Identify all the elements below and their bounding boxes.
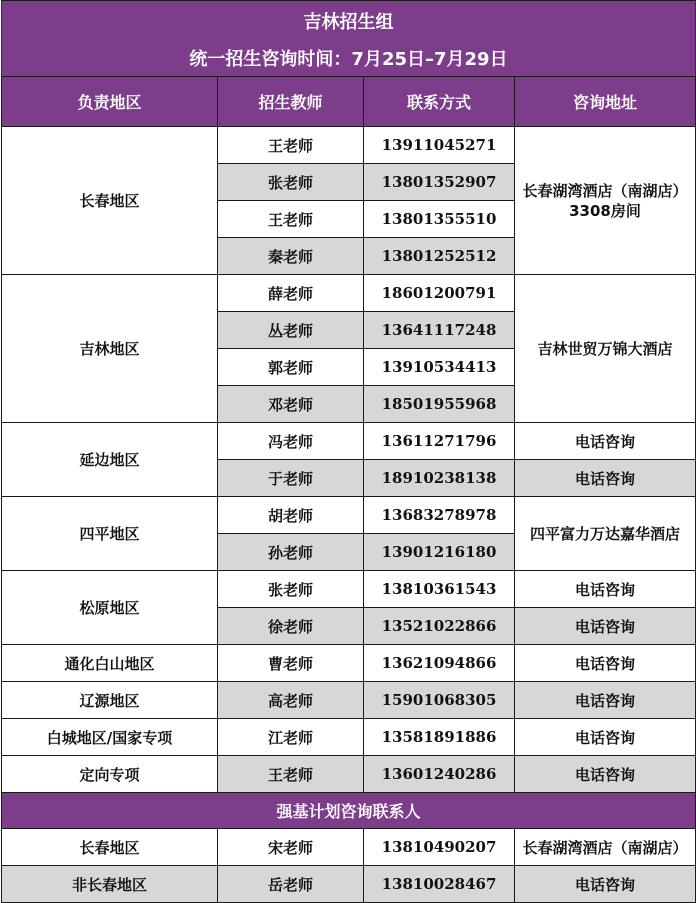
teacher-cell: 岳老师	[218, 866, 364, 903]
teacher-cell: 邓老师	[218, 386, 364, 423]
teacher-cell: 孙老师	[218, 534, 364, 571]
phone-cell: 13621094866	[364, 645, 515, 682]
address-cell: 电话咨询	[515, 645, 696, 682]
region-cell: 定向专项	[2, 756, 218, 793]
consultation-time: 统一招生咨询时间：7月25日–7月29日	[2, 41, 696, 77]
teacher-cell: 丛老师	[218, 312, 364, 349]
table-row	[2, 645, 696, 682]
table-row	[2, 719, 696, 756]
phone-cell: 13801352907	[364, 164, 515, 201]
address-cell: 四平富力万达嘉华酒店	[515, 497, 696, 571]
phone-cell: 13581891886	[364, 719, 515, 756]
phone-cell: 18501955968	[364, 386, 515, 423]
teacher-cell: 秦老师	[218, 238, 364, 275]
region-cell: 通化白山地区	[2, 645, 218, 682]
address-cell: 电话咨询	[515, 460, 696, 497]
address-cell: 电话咨询	[515, 719, 696, 756]
address-cell: 长春湖湾酒店（南湖店）3308房间	[515, 127, 696, 275]
table-row	[2, 866, 696, 903]
table-row	[2, 127, 696, 164]
address-cell: 吉林世贸万锦大酒店	[515, 275, 696, 423]
region-cell: 吉林地区	[2, 275, 218, 423]
phone-cell: 13810028467	[364, 866, 515, 903]
teacher-cell: 高老师	[218, 682, 364, 719]
table-row	[2, 497, 696, 534]
teacher-cell: 王老师	[218, 201, 364, 238]
teacher-cell: 江老师	[218, 719, 364, 756]
teacher-cell: 胡老师	[218, 497, 364, 534]
column-header-region: 负责地区	[2, 77, 218, 127]
table-row	[2, 682, 696, 719]
page-title: 吉林招生组	[2, 1, 696, 41]
admissions-contact-table	[1, 0, 696, 903]
teacher-cell: 薛老师	[218, 275, 364, 312]
phone-cell: 18910238138	[364, 460, 515, 497]
teacher-cell: 张老师	[218, 164, 364, 201]
address-cell: 电话咨询	[515, 756, 696, 793]
phone-cell: 13683278978	[364, 497, 515, 534]
region-cell: 白城地区/国家专项	[2, 719, 218, 756]
address-cell: 电话咨询	[515, 571, 696, 608]
region-cell: 四平地区	[2, 497, 218, 571]
phone-cell: 13801355510	[364, 201, 515, 238]
region-cell: 辽源地区	[2, 682, 218, 719]
phone-cell: 13810361543	[364, 571, 515, 608]
phone-cell: 13641117248	[364, 312, 515, 349]
address-cell: 电话咨询	[515, 682, 696, 719]
teacher-cell: 徐老师	[218, 608, 364, 645]
address-cell: 电话咨询	[515, 608, 696, 645]
table-header-row	[2, 77, 696, 127]
section-title: 强基计划咨询联系人	[2, 793, 696, 829]
address-cell: 电话咨询	[515, 423, 696, 460]
teacher-cell: 王老师	[218, 127, 364, 164]
teacher-cell: 王老师	[218, 756, 364, 793]
teacher-cell: 于老师	[218, 460, 364, 497]
phone-cell: 18601200791	[364, 275, 515, 312]
phone-cell: 13911045271	[364, 127, 515, 164]
address-cell: 电话咨询	[515, 866, 696, 903]
column-header-address: 咨询地址	[515, 77, 696, 127]
region-cell: 长春地区	[2, 829, 218, 866]
phone-cell: 13910534413	[364, 349, 515, 386]
column-header-contact: 联系方式	[364, 77, 515, 127]
region-cell: 延边地区	[2, 423, 218, 497]
phone-cell: 13801252512	[364, 238, 515, 275]
region-cell: 非长春地区	[2, 866, 218, 903]
teacher-cell: 郭老师	[218, 349, 364, 386]
region-cell: 松原地区	[2, 571, 218, 645]
phone-cell: 13901216180	[364, 534, 515, 571]
teacher-cell: 张老师	[218, 571, 364, 608]
table-row	[2, 571, 696, 608]
region-cell: 长春地区	[2, 127, 218, 275]
table-row	[2, 756, 696, 793]
phone-cell: 13810490207	[364, 829, 515, 866]
phone-cell: 15901068305	[364, 682, 515, 719]
phone-cell: 13601240286	[364, 756, 515, 793]
teacher-cell: 曹老师	[218, 645, 364, 682]
column-header-teacher: 招生教师	[218, 77, 364, 127]
table-row	[2, 829, 696, 866]
table-row	[2, 275, 696, 312]
teacher-cell: 宋老师	[218, 829, 364, 866]
teacher-cell: 冯老师	[218, 423, 364, 460]
phone-cell: 13521022866	[364, 608, 515, 645]
table-row	[2, 423, 696, 460]
phone-cell: 13611271796	[364, 423, 515, 460]
address-cell: 长春湖湾酒店（南湖店）	[515, 829, 696, 866]
